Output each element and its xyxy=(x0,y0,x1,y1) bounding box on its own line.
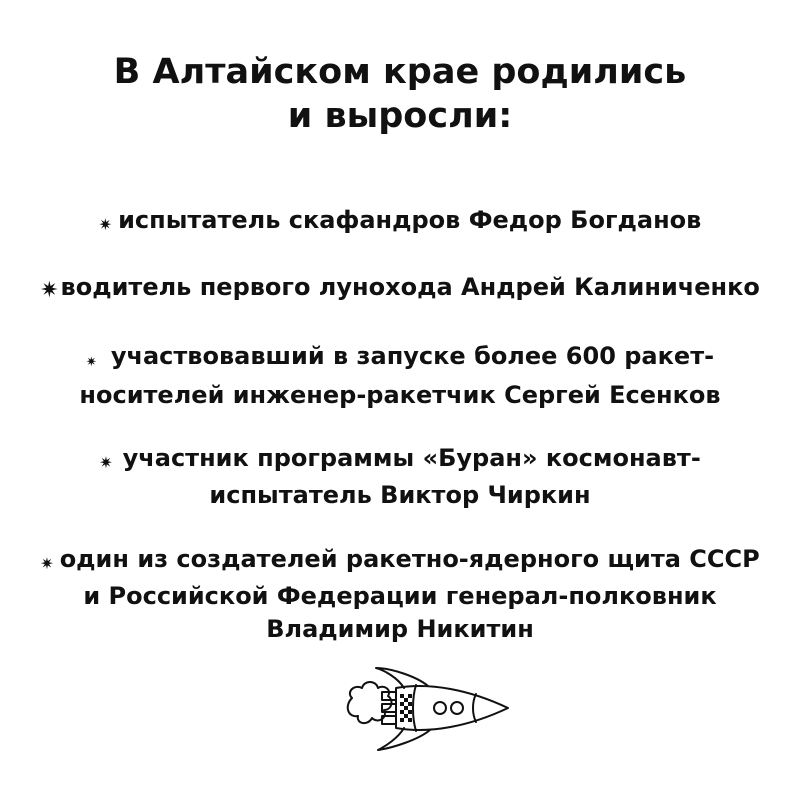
list-item xyxy=(0,442,800,512)
list-item-line xyxy=(0,442,800,479)
list-item-text: испытатель Виктор Чиркин xyxy=(209,481,591,509)
rocket-icon xyxy=(320,658,520,758)
star-bullet-icon: ✷ xyxy=(40,278,59,303)
page-title-line-1: В Алтайском крае родились xyxy=(113,52,687,92)
list-item-text: водитель первого лунохода Андрей Калиниченко xyxy=(60,273,760,301)
list-item-text: один из создателей ракетно-ядерного щита СССР xyxy=(59,545,760,573)
list-item-line xyxy=(0,613,800,646)
star-bullet-icon: ✷ xyxy=(85,355,97,370)
list-item-line xyxy=(0,340,800,379)
page-title xyxy=(0,50,800,138)
star-bullet-icon: ✷ xyxy=(98,215,113,234)
list-item-text: Владимир Никитин xyxy=(266,615,534,643)
list-item-text: носителей инженер-ракетчик Сергей Есенков xyxy=(79,381,721,409)
list-item xyxy=(0,271,800,307)
list-item-line xyxy=(0,543,800,580)
list-item-line xyxy=(0,479,800,512)
list-item-line xyxy=(0,580,800,613)
star-bullet-icon: ✷ xyxy=(99,453,113,472)
list-item xyxy=(0,543,800,646)
list-item-line xyxy=(0,204,800,241)
page-title-line-2: и выросли: xyxy=(287,96,513,136)
star-bullet-icon: ✷ xyxy=(40,554,54,573)
list-item-text: участник программы «Буран» космонавт- xyxy=(122,444,701,472)
list-item-line xyxy=(0,379,800,412)
list-item xyxy=(0,340,800,412)
list-item-text: испытатель скафандров Федор Богданов xyxy=(118,206,702,234)
list-item-text: участвовавший в запуске более 600 ракет- xyxy=(110,342,715,370)
list-item-text: и Российской Федерации генерал-полковник xyxy=(83,582,717,610)
list-item-line xyxy=(0,271,800,307)
list-item xyxy=(0,204,800,241)
